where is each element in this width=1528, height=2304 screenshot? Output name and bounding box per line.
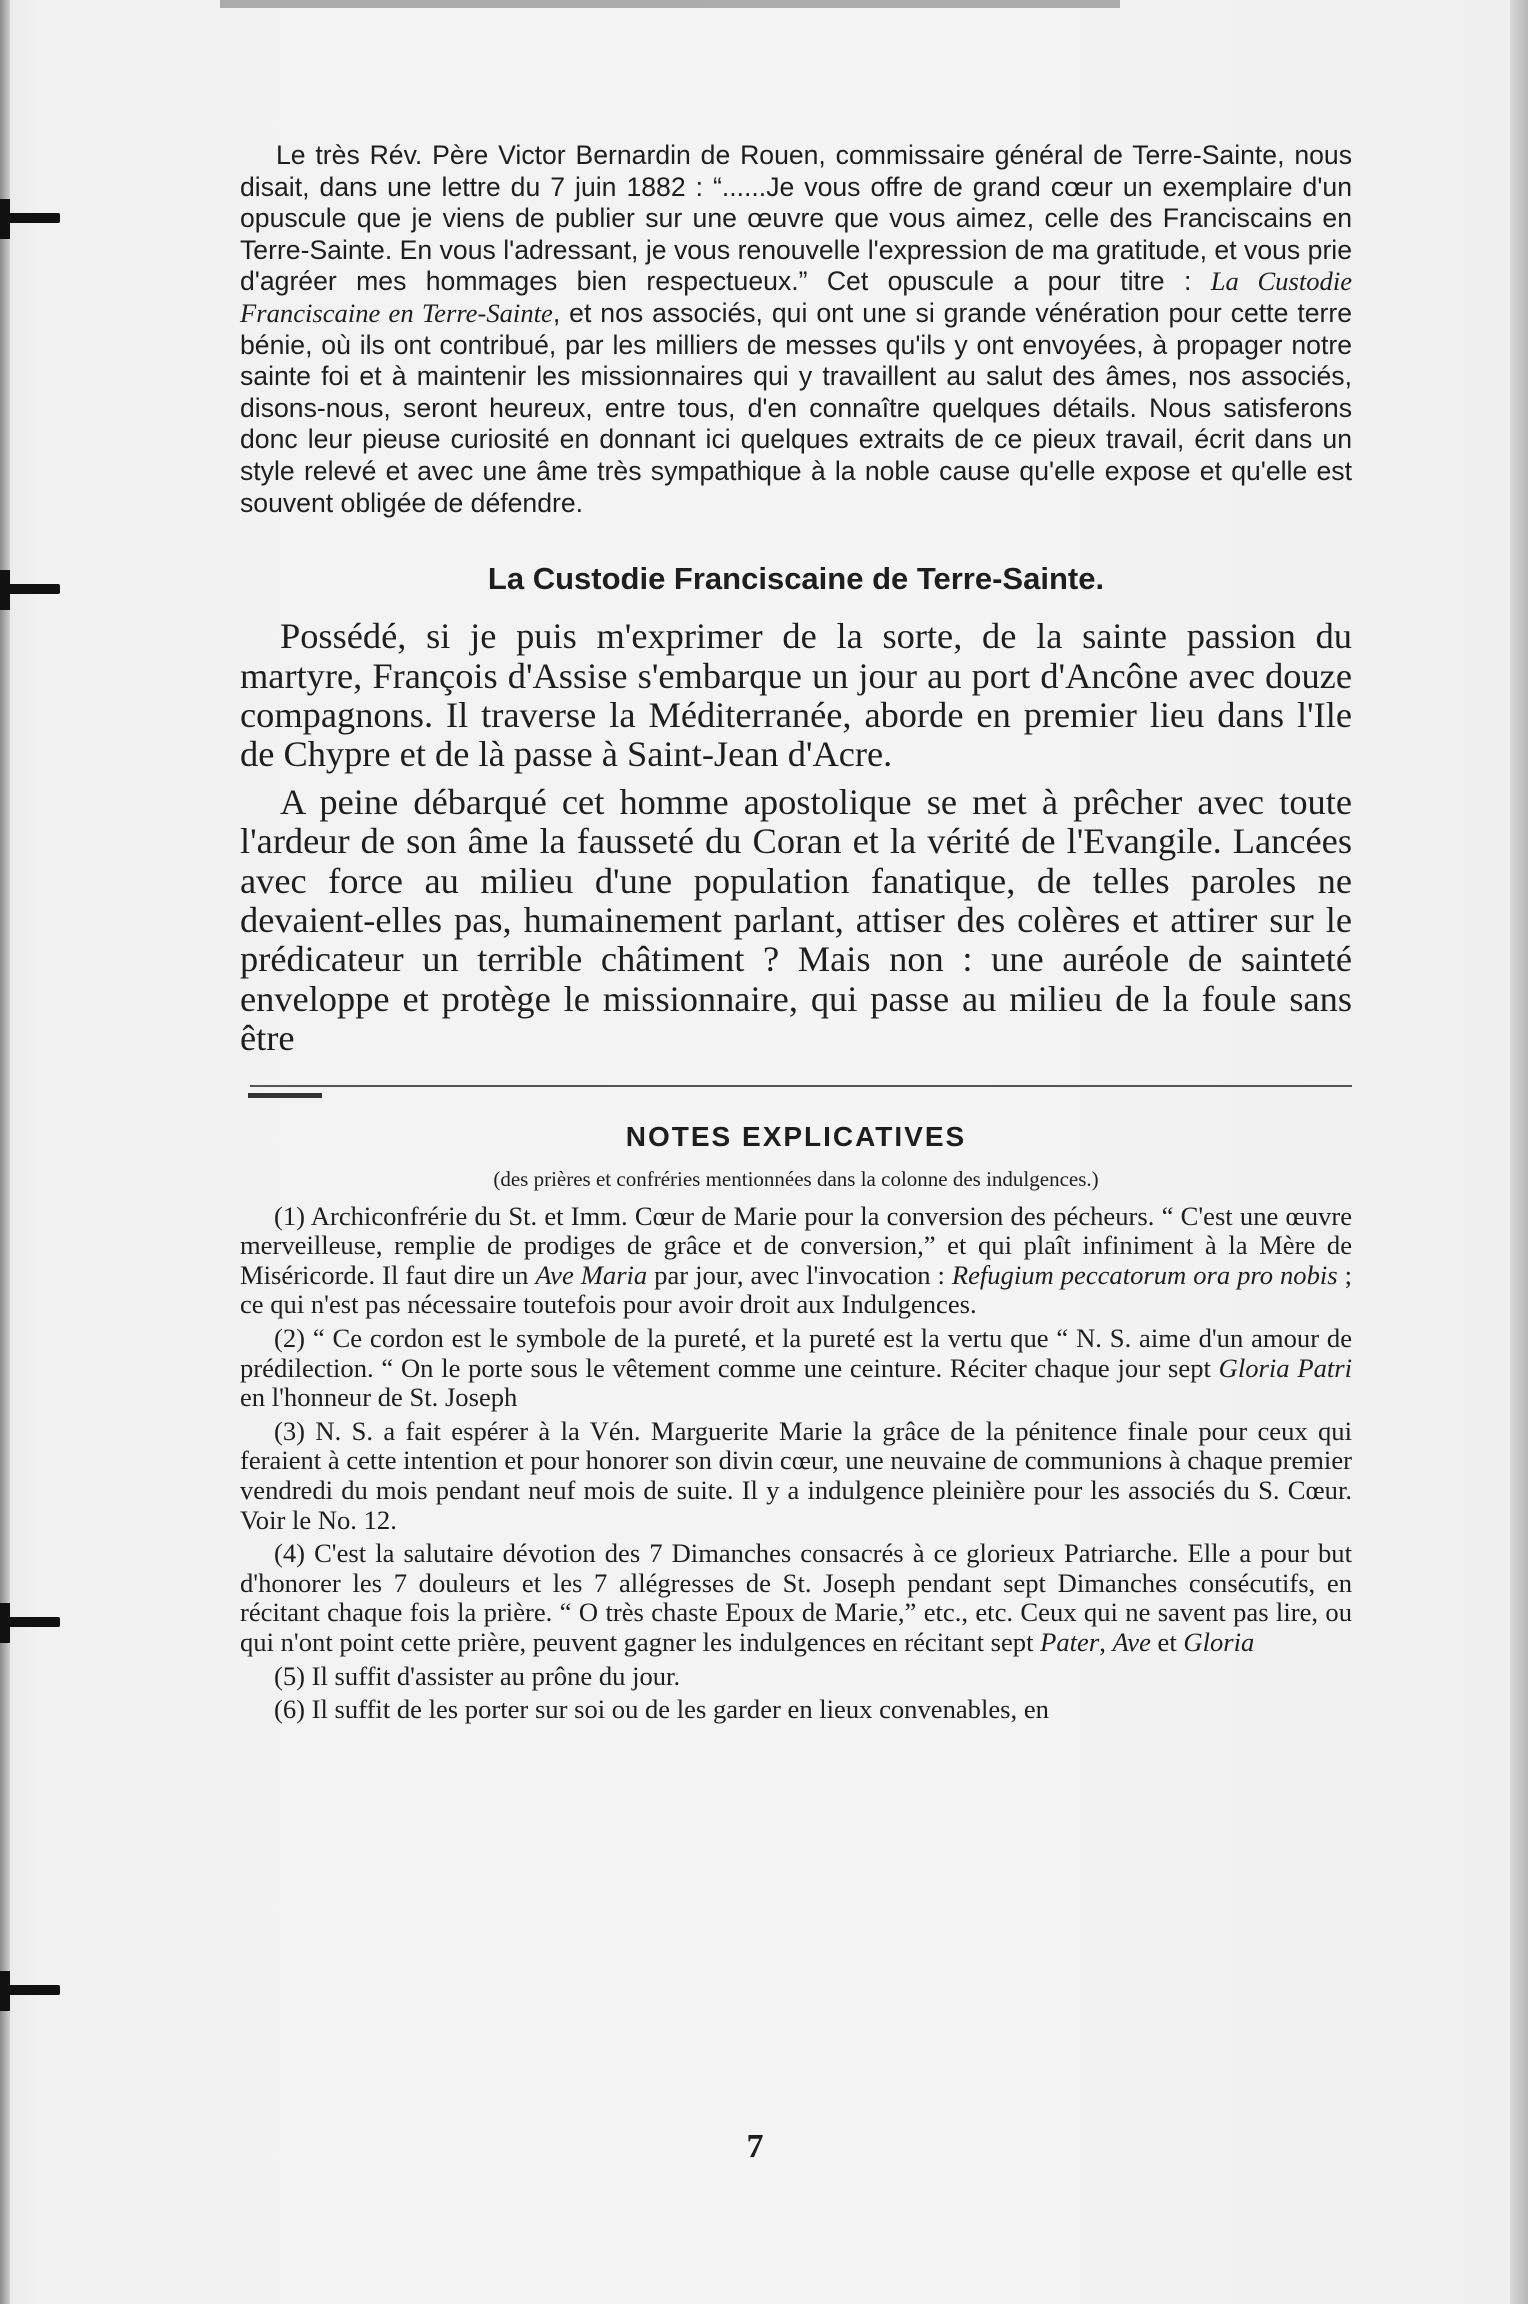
note-text: ; ce qui n'est pas nécessaire toutefois pour avoir droit aux Indulgences. bbox=[240, 1259, 1352, 1320]
section-divider bbox=[240, 1081, 1352, 1111]
binding-stitch bbox=[0, 213, 60, 223]
note-4 bbox=[240, 1539, 1352, 1657]
note-2 bbox=[240, 1324, 1352, 1413]
page-edge bbox=[1510, 0, 1528, 2304]
binding-stitch bbox=[0, 1617, 60, 1627]
binding-stitch bbox=[0, 1985, 60, 1995]
intro-text-2: , et nos associés, qui ont une si grande vénération pour cette terre bénie, où ils ont contribué, par les milliers de messes qu'ils y ont envoyées, à propager notre sainte foi et à maintenir les missionnaires qui y travaillent au salut des âmes, nos associés, disons-nous, seront heureux, entre tous, d'en connaître quelques détails. Nous satisferons donc leur pieuse curiosité en donnant ici quelques extraits de ce pieux travail, écrit dans un style relevé et avec une âme très sympathique à la noble cause qu'elle expose et qu'elle est souvent obligée de défendre. bbox=[240, 297, 1352, 518]
note-text: (1) Archiconfrérie du St. et Imm. Cœur de Marie pour la conversion des pécheurs. “ C'est une œuvre merveilleuse, remplie de prodiges de grâce et de conversion,” et qui plaît infiniment à la Mère de Miséricorde. Il faut dire un bbox=[240, 1200, 1352, 1290]
note-5: (5) Il suffit d'assister au prône du jour. bbox=[274, 1660, 681, 1691]
article-paragraph: A peine débarqué cet homme apostolique se met à prêcher avec toute l'ardeur de son âme la fausseté du Coran et la vérité de l'Evangile. Lancées avec force au milieu d'une population fanatique, de telles paroles ne devaient-elles pas, humainement parlant, attiser des colères et attirer sur le prédicateur un terrible châtiment ? Mais non : une auréole de sainteté enveloppe et protège le missionnaire, qui passe au milieu de la foule sans être bbox=[240, 781, 1352, 1059]
note-italic: Ave Maria bbox=[535, 1259, 648, 1290]
note-italic: Gloria Patri bbox=[1218, 1352, 1352, 1383]
note-text: en l'honneur de St. Joseph bbox=[240, 1382, 518, 1413]
note-text: et bbox=[1150, 1626, 1184, 1657]
article-paragraph: Possédé, si je puis m'exprimer de la sorte, de la sainte passion du martyre, François d'Assise s'embarque un jour au port d'Ancône avec douze compagnons. Il traverse la Méditerranée, aborde en premier lieu dans l'Ile de Chypre et de là passe à Saint-Jean d'Acre. bbox=[240, 616, 1352, 775]
notes-heading: NOTES EXPLICATIVES bbox=[625, 1120, 967, 1152]
divider-line bbox=[250, 1085, 1352, 1087]
intro-paragraph bbox=[240, 140, 1352, 519]
note-3: (3) N. S. a fait espérer à la Vén. Marguerite Marie la grâce de la pénitence finale pour ceux qui feraient à cette intention et pour honorer son divin cœur, une neuvaine de communions à chaque premier vendredi du mois pendant neuf mois de suite. Il y a indulgence pleinière pour les associés du S. Cœur. Voir le No. 12. bbox=[240, 1415, 1352, 1535]
page-content bbox=[240, 140, 1352, 1729]
page-number: 7 bbox=[746, 2128, 764, 2165]
note-italic: Refugium peccatorum ora pro nobis bbox=[951, 1259, 1338, 1290]
article-heading: La Custodie Franciscaine de Terre-Sainte. bbox=[487, 561, 1105, 597]
intro-text-1: Le très Rév. Père Victor Bernardin de Rouen, commissaire général de Terre-Sainte, nous disait, dans une lettre du 7 juin 1882 : “......Je vous offre de grand cœur un exemplaire d'un opuscule que je viens de publier sur une œuvre que vous aimez, celle des Franciscains en Terre-Sainte. En vous l'adressant, je vous renouvelle l'expression de ma gratitude, et vous prie d'agréer mes hommages bien respectueux.” Cet opuscule a pour titre : bbox=[240, 140, 1352, 297]
note-text: , bbox=[1099, 1626, 1113, 1657]
binding-stitch bbox=[0, 584, 60, 594]
note-italic: Pater bbox=[1040, 1626, 1100, 1657]
note-italic: Ave bbox=[1112, 1626, 1151, 1657]
note-text: (4) C'est la salutaire dévotion des 7 Dimanches consacrés à ce glorieux Patriarche. Elle a pour but d'honorer les 7 douleurs et les 7 allégresses de St. Joseph pendant sept Dimanches consécutifs, en récitant chaque fois la prière. “ O très chaste Epoux de Marie,” etc., etc. Ceux qui ne savent pas lire, ou qui n'ont point cette prière, peuvent gagner les indulgences en récitant sept bbox=[240, 1538, 1352, 1657]
note-text: par jour, avec l'invocation : bbox=[647, 1259, 952, 1290]
notes-subheading: (des prières et confréries mentionnées dans la colonne des indulgences.) bbox=[493, 1166, 1099, 1191]
intro-title-italic: La Custodie Franciscaine en Terre-Sainte bbox=[240, 266, 1353, 328]
note-6: (6) Il suffit de les porter sur soi ou de les garder en lieux convenables, en bbox=[274, 1694, 1049, 1725]
note-1 bbox=[240, 1202, 1352, 1320]
note-text: (2) “ Ce cordon est le symbole de la pureté, et la pureté est la vertu que “ N. S. aime d'un amour de prédilection. “ On le porte sous le vêtement comme une ceinture. Réciter chaque jour sept bbox=[240, 1322, 1352, 1383]
divider-mark bbox=[248, 1093, 322, 1098]
note-italic: Gloria bbox=[1183, 1626, 1255, 1657]
top-edge-shadow bbox=[220, 0, 1120, 8]
binding-spine bbox=[0, 0, 10, 2304]
